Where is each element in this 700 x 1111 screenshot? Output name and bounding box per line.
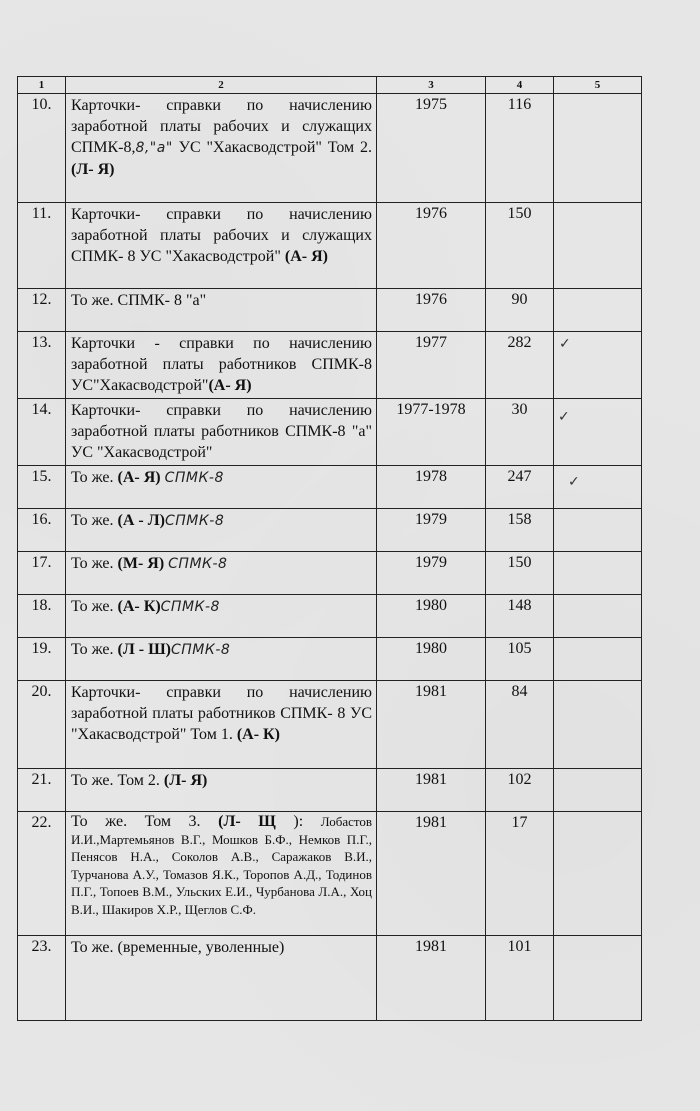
row-note <box>554 595 642 638</box>
row-note <box>554 94 642 203</box>
row-years: 1976 <box>377 289 486 332</box>
row-note <box>554 552 642 595</box>
handwritten-annotation: 8,"а" <box>135 140 173 156</box>
row-title: То же. (временные, уволенные) <box>66 936 377 1021</box>
handwritten-annotation: СПМК-8 <box>164 470 224 486</box>
row-number: 13. <box>18 332 66 399</box>
checkmark-icon: ✓ <box>559 336 571 352</box>
row-number: 17. <box>18 552 66 595</box>
row-title: То же. (А - Л)СПМК-8 <box>66 509 377 552</box>
row-years: 1981 <box>377 681 486 769</box>
row-years: 1977-1978 <box>377 399 486 466</box>
row-number: 10. <box>18 94 66 203</box>
handwritten-annotation: СПМК-8 <box>171 642 231 658</box>
row-title: То же. (А- Я) СПМК-8 <box>66 466 377 509</box>
row-count: 116 <box>486 94 554 203</box>
row-title: Карточки- справки по начислению заработной платы работников СПМК-8 "а" УС "Хакасводстрой" <box>66 399 377 466</box>
table-header-row <box>18 77 642 94</box>
letter-range: (А- К) <box>117 598 161 615</box>
row-number: 16. <box>18 509 66 552</box>
row-note <box>554 769 642 812</box>
row-note <box>554 332 642 399</box>
letter-range: (А- Я) <box>208 377 252 394</box>
row-count: 30 <box>486 399 554 466</box>
table-row <box>18 638 642 681</box>
row-count: 158 <box>486 509 554 552</box>
row-years: 1978 <box>377 466 486 509</box>
row-title: Карточки- справки по начислению заработной платы рабочих и служащих СПМК- 8 УС "Хакасводстрой" (А- Я) <box>66 203 377 289</box>
header-col-1: 1 <box>18 77 66 94</box>
letter-range: (А- К) <box>236 726 280 743</box>
row-title: Карточки - справки по начислению заработной платы работников СПМК-8 УС"Хакасводстрой"(А- Я) <box>66 332 377 399</box>
inventory-table <box>17 76 642 1021</box>
row-note <box>554 509 642 552</box>
table-row <box>18 289 642 332</box>
row-number: 20. <box>18 681 66 769</box>
row-title: То же. (А- К)СПМК-8 <box>66 595 377 638</box>
row-note <box>554 681 642 769</box>
row-count: 247 <box>486 466 554 509</box>
table-row <box>18 812 642 936</box>
table-row <box>18 769 642 812</box>
table-row <box>18 936 642 1021</box>
table-row <box>18 595 642 638</box>
row-title: То же. Том 3. (Л- Щ ): Лобастов И.И.,Мартемьянов В.Г., Мошков Б.Ф., Немков П.Г., Пенясов Н.А., Соколов А.В., Саражаков В.И., Турчанова А.У., Томазов Я.К., Торопов А.Д., Тодинов П.Г., Топоев В.М., Ульских Е.И., Чурбанова Л.А., Хоц В.И., Шакиров Х.Р., Щеглов С.Ф. <box>66 812 377 936</box>
header-col-3: 3 <box>377 77 486 94</box>
row-count: 102 <box>486 769 554 812</box>
row-number: 21. <box>18 769 66 812</box>
row-years: 1981 <box>377 769 486 812</box>
header-col-5: 5 <box>554 77 642 94</box>
row-number: 12. <box>18 289 66 332</box>
header-col-4: 4 <box>486 77 554 94</box>
row-title: Карточки- справки по начислению заработной платы работников СПМК- 8 УС "Хакасводстрой" Том 1. (А- К) <box>66 681 377 769</box>
row-count: 148 <box>486 595 554 638</box>
row-count: 105 <box>486 638 554 681</box>
letter-range: (А- Я) <box>117 469 161 486</box>
table-row <box>18 94 642 203</box>
row-number: 23. <box>18 936 66 1021</box>
row-years: 1977 <box>377 332 486 399</box>
row-years: 1980 <box>377 638 486 681</box>
row-count: 282 <box>486 332 554 399</box>
handwritten-annotation: СПМК-8 <box>168 556 228 572</box>
table-row <box>18 203 642 289</box>
letter-range: (А- Я) <box>284 248 328 265</box>
row-years: 1976 <box>377 203 486 289</box>
row-number: 15. <box>18 466 66 509</box>
letter-range: (Л- Я) <box>71 161 115 178</box>
table-row <box>18 509 642 552</box>
row-number: 11. <box>18 203 66 289</box>
row-years: 1980 <box>377 595 486 638</box>
row-count: 17 <box>486 812 554 936</box>
row-title: То же. (Л - Ш)СПМК-8 <box>66 638 377 681</box>
letter-range: (Л- Я) <box>163 772 208 789</box>
letter-range: (Л- Щ <box>218 813 276 830</box>
row-number: 22. <box>18 812 66 936</box>
letter-range: (М- Я) <box>117 555 165 572</box>
row-note <box>554 936 642 1021</box>
row-number: 19. <box>18 638 66 681</box>
row-note <box>554 812 642 936</box>
row-count: 84 <box>486 681 554 769</box>
row-count: 150 <box>486 203 554 289</box>
row-years: 1975 <box>377 94 486 203</box>
row-title: Карточки- справки по начислению заработной платы рабочих и служащих СПМК-8,8,"а" УС "Хакасводстрой" Том 2. (Л- Я) <box>66 94 377 203</box>
table-row <box>18 466 642 509</box>
letter-range: (Л - Ш) <box>117 641 171 658</box>
row-note <box>554 289 642 332</box>
table-row <box>18 552 642 595</box>
row-title: То же. Том 2. (Л- Я) <box>66 769 377 812</box>
row-count: 150 <box>486 552 554 595</box>
row-number: 18. <box>18 595 66 638</box>
row-count: 101 <box>486 936 554 1021</box>
row-years: 1981 <box>377 812 486 936</box>
row-number: 14. <box>18 399 66 466</box>
row-title: То же. (М- Я) СПМК-8 <box>66 552 377 595</box>
row-note <box>554 638 642 681</box>
table-row <box>18 332 642 399</box>
row-note <box>554 399 642 466</box>
letter-range: (А - Л) <box>117 512 165 529</box>
row-title: То же. СПМК- 8 "а" <box>66 289 377 332</box>
table-row <box>18 681 642 769</box>
checkmark-icon: ✓ <box>568 474 580 490</box>
row-note <box>554 466 642 509</box>
table-row <box>18 399 642 466</box>
header-col-2: 2 <box>66 77 377 94</box>
handwritten-annotation: СПМК-8 <box>160 599 220 615</box>
row-count: 90 <box>486 289 554 332</box>
names-list: Лобастов И.И.,Мартемьянов В.Г., Мошков Б.Ф., Немков П.Г., Пенясов Н.А., Соколов А.В., Саражаков В.И., Турчанова А.У., Томазов Я.К., Торопов А.Д., Тодинов П.Г., Топоев В.М., Ульских Е.И., Чурбанова Л.А., Хоц В.И., Шакиров Х.Р., Щеглов С.Ф. <box>71 814 373 917</box>
row-years: 1979 <box>377 509 486 552</box>
row-years: 1981 <box>377 936 486 1021</box>
handwritten-annotation: СПМК-8 <box>164 513 225 529</box>
checkmark-icon: ✓ <box>558 409 570 425</box>
row-note <box>554 203 642 289</box>
row-years: 1979 <box>377 552 486 595</box>
